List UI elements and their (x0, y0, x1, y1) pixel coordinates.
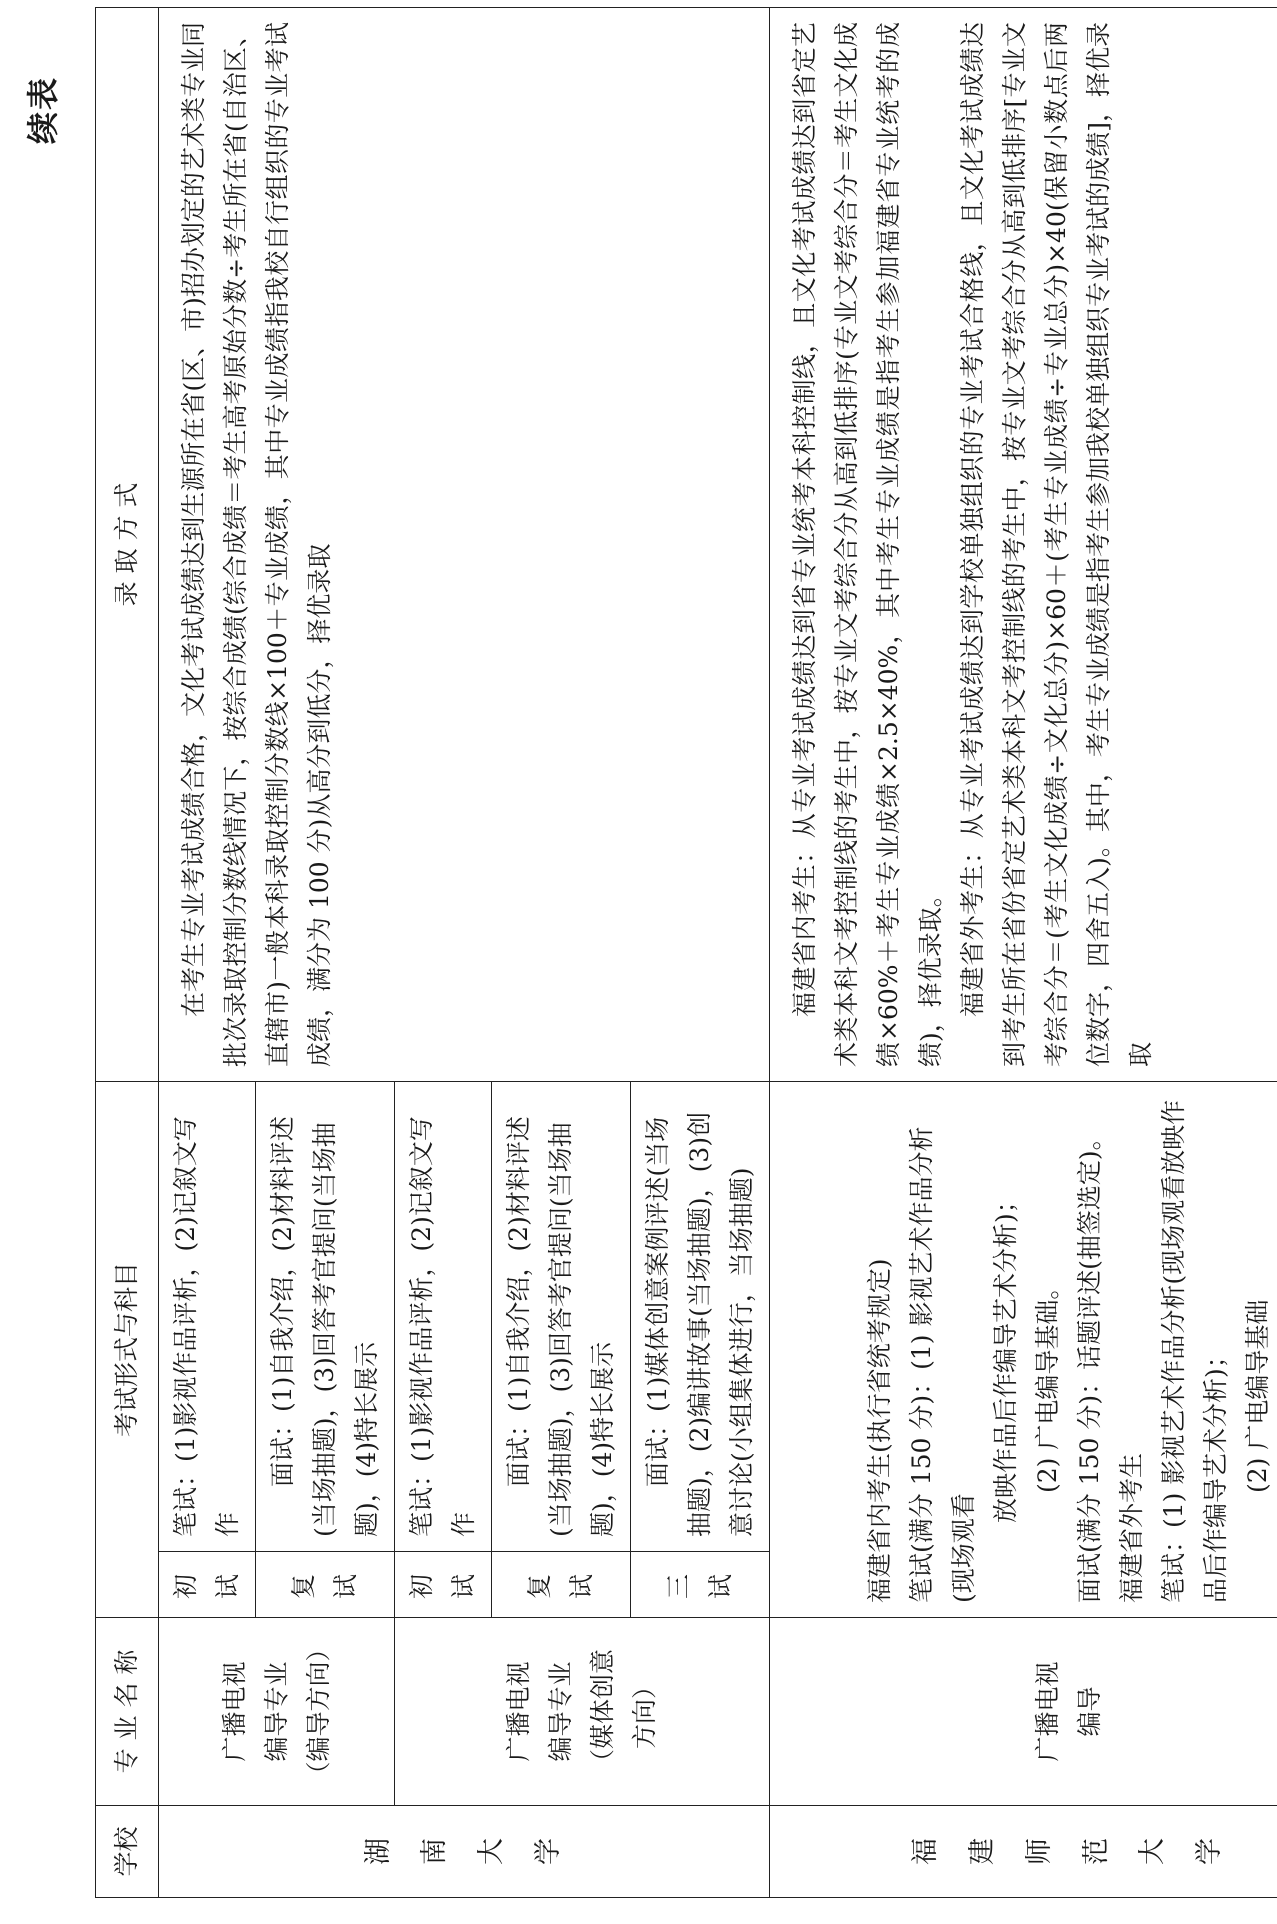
header-school: 学校 (96, 1806, 159, 1898)
exam-content: 面试：(1)自我介绍，(2)材料评述(当场抽题)，(3)回答考官提问(当场抽题)，(4)特长展示 (256, 1081, 395, 1551)
exam-content: 面试：(1)自我介绍，(2)材料评述(当场抽题)，(3)回答考官提问(当场抽题)，(4)特长展示 (492, 1081, 631, 1551)
method-paragraph: 福建省外考生：从专业考试成绩达到学校单独组织的专业考试合格线，且文化考试成绩达到考生所在省份省定艺术类本科文考控制线的考生中，按专业文考综合分从高到低排序[专业文考综合分＝(考生文化成绩÷文化总分)×60＋(考生专业成绩÷专业总分)×40(保留小数点后两位数字，四舍五入)。其中，考生专业成绩是指考生参加我校单独组织专业考试的成绩]，择优录取 (958, 21, 1155, 1067)
exam-line: 放映作品后作编导艺术分析)； (990, 1188, 1020, 1523)
major-line: 广播电视 (219, 1661, 249, 1762)
header-method: 录 取 方 式 (96, 7, 159, 1081)
major-line: （编导方向） (303, 1636, 333, 1787)
major-line: 编导专业 (261, 1661, 291, 1762)
continued-table-title: 续表 (24, 75, 62, 144)
method-paragraph: 福建省内考生：从专业考试成绩达到省专业统考本科控制线，且文化考试成绩达到省定艺术类本科文考控制线的考生中，按专业文考综合分从高到低排序(专业文考综合分＝考生文化成绩×60%＋考生专业成绩×2.5×40%，其中考生专业成绩是指考生参加福建省专业统考的成绩)，择优录取。 (790, 21, 945, 1067)
header-exam: 考试形式与科目 (96, 1081, 159, 1617)
table-header-row (96, 7, 159, 1897)
major-line: 编导 (1074, 1686, 1104, 1737)
header-major: 专 业 名 称 (96, 1618, 159, 1806)
exam-line: (2) 广电编导基础 (1242, 1299, 1272, 1493)
stage-label: 复试 (492, 1552, 631, 1618)
table-row (159, 7, 256, 1897)
exam-line: 面试(满分 150 分)：话题评述(抽签选定)。 (1074, 1125, 1104, 1603)
major-line: 广播电视 (504, 1661, 533, 1762)
school-name-hunan: 湖 南 大 学 (362, 1838, 564, 1865)
admission-method-fujian (770, 7, 1277, 1081)
stage-label: 初试 (395, 1552, 492, 1618)
major-line: 广播电视 (1032, 1661, 1062, 1762)
exam-line: 福建省内考生(执行省统考规定) (864, 1258, 894, 1603)
school-cell-hunan (159, 1806, 770, 1898)
school-name-fujian: 福 建 师 范 大 学 (910, 1838, 1225, 1865)
school-cell-fujian (770, 1806, 1277, 1898)
admission-table (95, 7, 1277, 1898)
table-row (770, 7, 1277, 1897)
major-line: （媒体创意 (588, 1649, 617, 1775)
stage-label: 初试 (159, 1552, 256, 1618)
stage-label: 三试 (631, 1552, 770, 1618)
exam-line: 笔试：(1) 影视艺术作品分析(现场观看放映作品后作编导艺术分析)； (1158, 1099, 1230, 1603)
major-cell (395, 1618, 770, 1806)
exam-line: (2) 广电编导基础。 (1032, 1274, 1062, 1493)
stage-label: 复试 (256, 1552, 395, 1618)
exam-content: 笔试：(1)影视作品评析，(2)记叙文写作 (395, 1081, 492, 1551)
exam-line: 福建省外考生 (1116, 1452, 1146, 1603)
exam-content: 笔试：(1)影视作品评析，(2)记叙文写作 (159, 1081, 256, 1551)
major-line: 编导专业 (546, 1661, 575, 1762)
exam-line: 笔试(满分 150 分)：(1) 影视艺术作品分析(现场观看 (906, 1126, 978, 1603)
exam-content-fujian (770, 1081, 1277, 1617)
major-cell (159, 1618, 395, 1806)
admission-method-hunan: 在考生专业考试成绩合格，文化考试成绩达到生源所在省(区、市)招办划定的艺术类专业同批次录取控制分数线情况下，按综合成绩(综合成绩＝考生高考原始分数÷考生所在省(自治区、直辖市)一般本科录取控制分数线×100＋专业成绩，其中专业成绩指我校自行组织的专业考试成绩，满分为 100 分)从高分到低分，择优录取 (159, 7, 770, 1081)
exam-content: 面试：(1)媒体创意案例评述(当场抽题)，(2)编讲故事(当场抽题)，(3)创意讨论(小组集体进行，当场抽题) (631, 1081, 770, 1551)
major-line: 方向） (630, 1674, 659, 1750)
major-cell (770, 1618, 1277, 1806)
